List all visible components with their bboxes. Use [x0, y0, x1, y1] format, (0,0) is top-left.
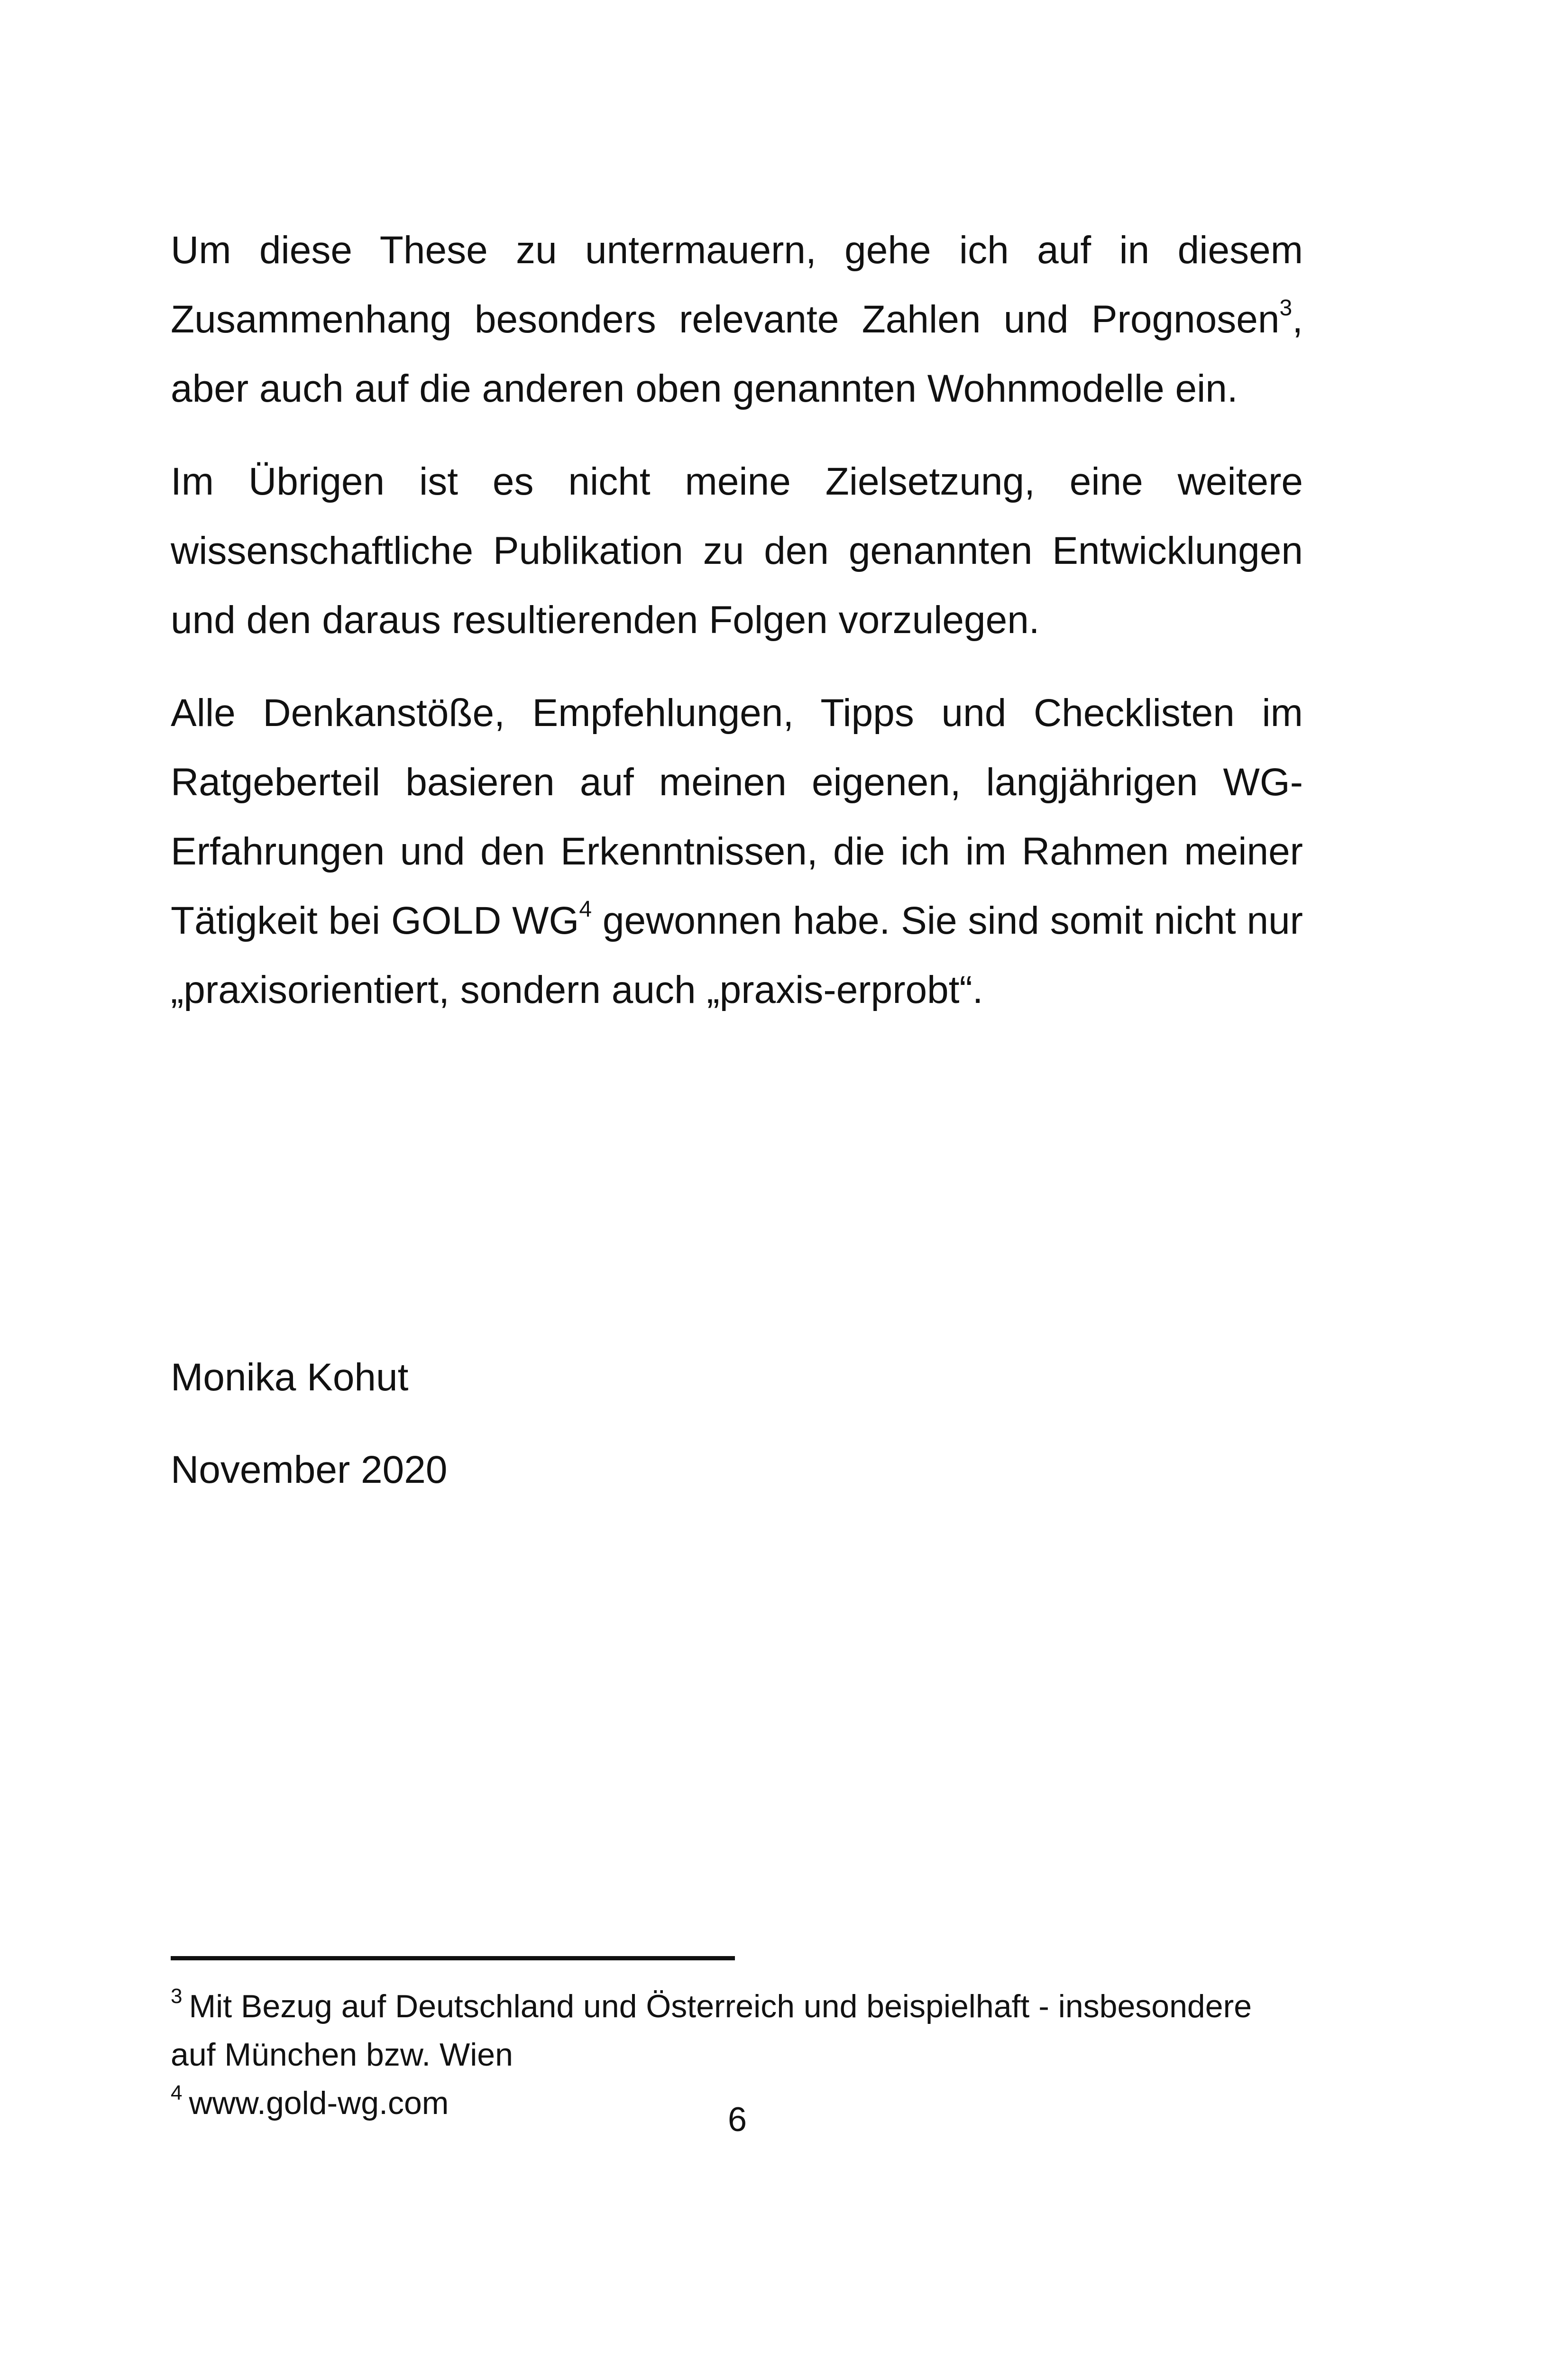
- footnote-4-text[interactable]: www.gold-wg.com: [189, 2085, 449, 2121]
- paragraph-3-text-a: Alle Denkanstöße, Empfehlungen, Tipps und Checklisten im Ratgeberteil basieren auf meinen eigenen, langjährigen WG-Erfahrungen und den Erkenntnissen, die ich im Rahmen meiner Tätigkeit bei GOLD WG: [171, 691, 1303, 942]
- author-name: Monika Kohut: [171, 1356, 409, 1399]
- footnote-3-text: Mit Bezug auf Deutschland und Österreich und beispielhaft - insbesondere auf München bzw. Wien: [171, 1988, 1252, 2073]
- paragraph-2: Im Übrigen ist es nicht meine Zielsetzung, eine weitere wissenschaftliche Publikation zu den genannten Entwicklungen und den daraus resultierenden Folgen vorzulegen.: [171, 460, 1303, 642]
- paragraph-3: [171, 679, 1303, 1025]
- footnote-separator: [171, 1956, 735, 1960]
- footnote-3-number: 3: [171, 1985, 183, 2008]
- footnote-ref-3[interactable]: 3: [1279, 295, 1293, 321]
- paragraph-3-text-b: gewonnen habe. Sie sind somit nicht nur „praxisorientiert, sondern auch „praxis-erprobt“.: [171, 899, 1303, 1011]
- body-text: [171, 216, 1303, 1048]
- page-number: 6: [727, 2101, 747, 2139]
- footnote-ref-4[interactable]: 4: [579, 897, 592, 922]
- footnote-4-number: 4: [171, 2081, 183, 2104]
- paragraph-1: [171, 216, 1303, 423]
- signature-date: November 2020: [171, 1448, 448, 1491]
- paragraph-1-text-b: , aber auch auf die anderen oben genannten Wohnmodelle ein.: [171, 298, 1303, 410]
- footnote-3: [171, 1982, 1261, 2079]
- paragraph-1-text-a: Um diese These zu untermauern, gehe ich auf in diesem Zusammenhang besonders relevante Zahlen und Prognosen: [171, 229, 1303, 341]
